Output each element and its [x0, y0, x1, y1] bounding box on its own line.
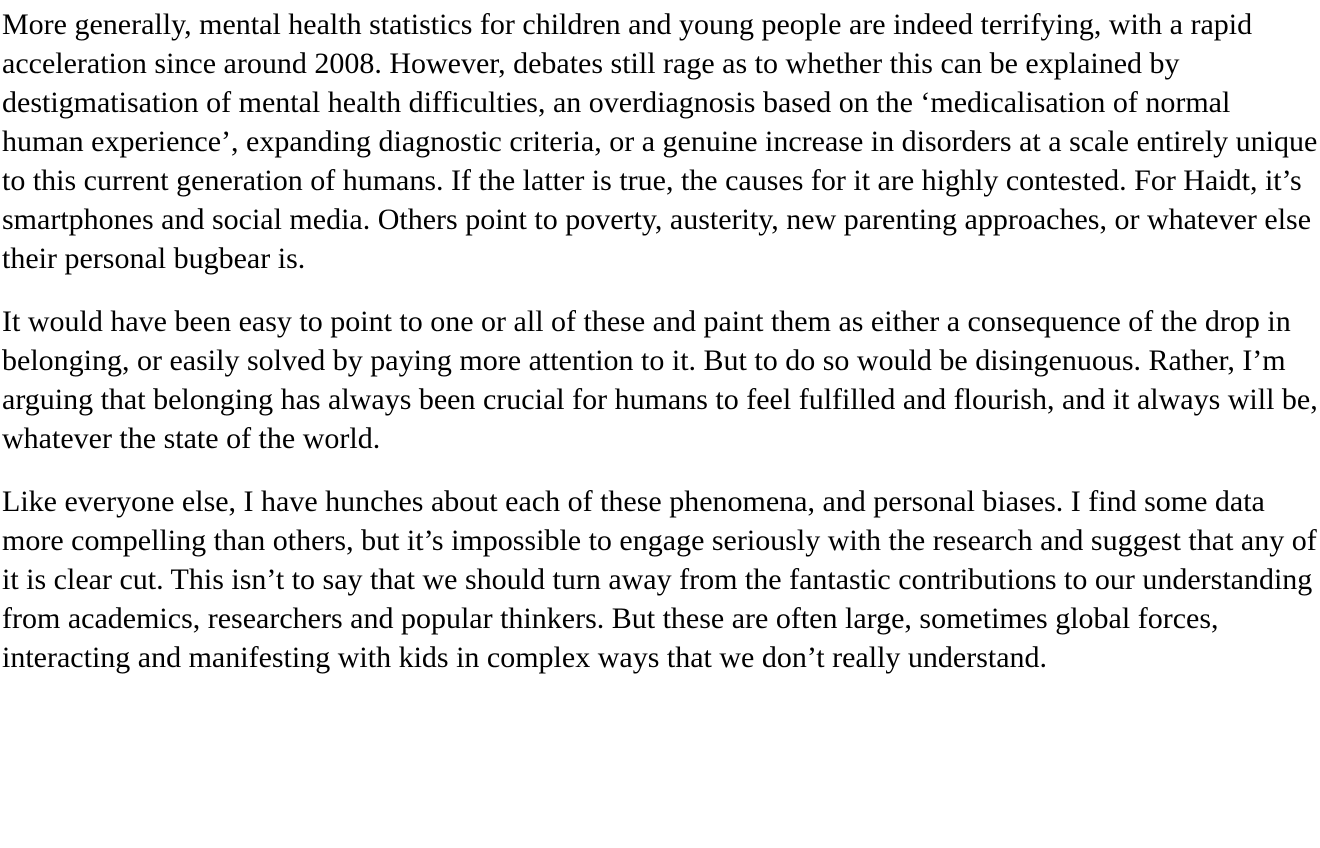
paragraph-belonging-argument: It would have been easy to point to one or all of these and paint them as either a consequence of the drop in belonging, or easily solved by paying more attention to it. But to do so would be disingenuous. Rather, I’m arguing that belonging has always been crucial for humans to feel fulfilled and flourish, and it always will be, whatever the state of the world.	[2, 305, 1318, 455]
paragraph-hunches-and-biases: Like everyone else, I have hunches about each of these phenomena, and personal biases. I find some data more compelling than others, but it’s impossible to engage seriously with the research and suggest that any of it is clear cut. This isn’t to say that we should turn away from the fantastic contributions to our understanding from academics, researchers and popular thinkers. But these are often large, sometimes global forces, interacting and manifesting with kids in complex ways that we don’t really understand.	[2, 485, 1317, 674]
paragraph-mental-health-statistics: More generally, mental health statistics for children and young people are indeed terrifying, with a rapid acceleration since around 2008. However, debates still rage as to whether this can be explained by destigmatisation of mental health difficulties, an overdiagnosis based on the ‘medicalisation of normal human experience’, expanding diagnostic criteria, or a genuine increase in disorders at a scale entirely unique to this current generation of humans. If the latter is true, the causes for it are highly contested. For Haidt, it’s smartphones and social media. Others point to poverty, austerity, new parenting approaches, or whatever else their personal bugbear is.	[2, 8, 1318, 275]
